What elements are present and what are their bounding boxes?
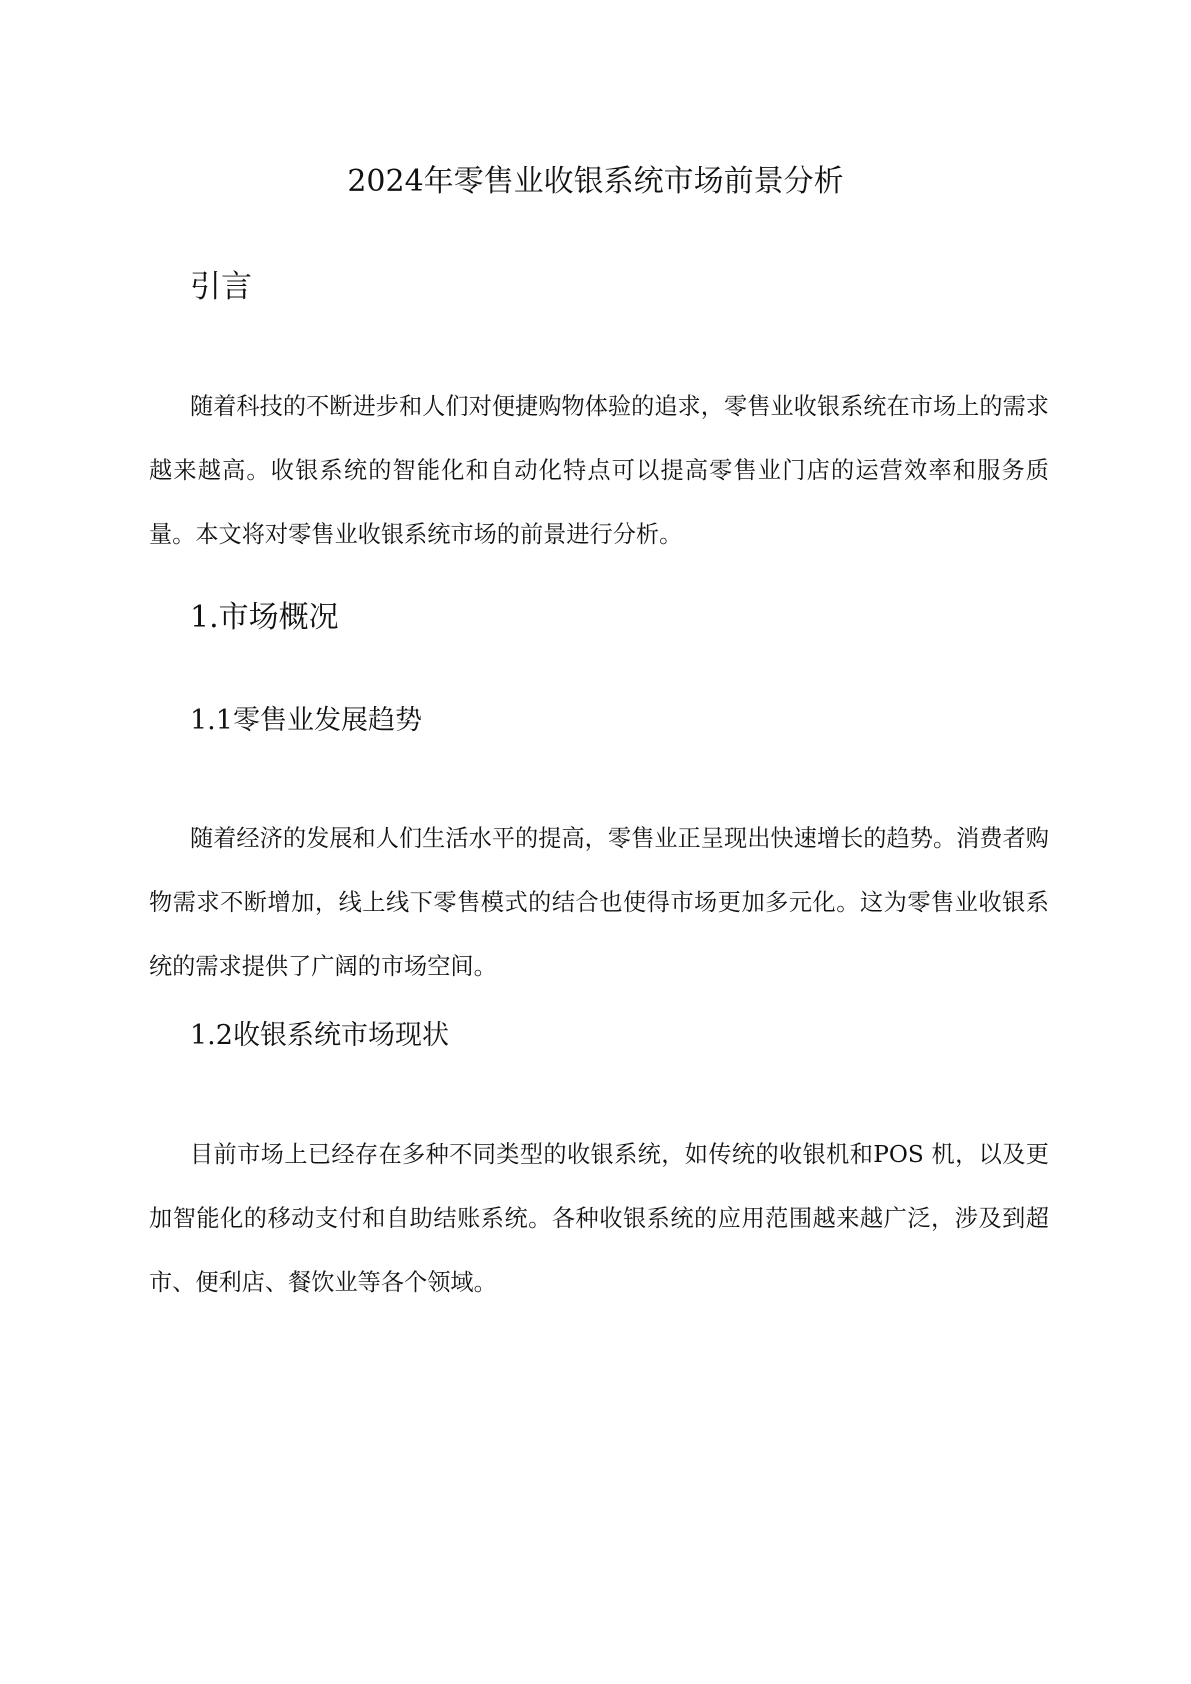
subsection-heading-pos-market-status: 1.2收银系统市场现状 xyxy=(190,1020,449,1051)
paragraph-introduction: 随着科技的不断进步和人们对便捷购物体验的追求，零售业收银系统在市场上的需求越来越高。收银系统的智能化和自动化特点可以提高零售业门店的运营效率和服务质量。本文将对零售业收银系统市场的前景进行分析。 xyxy=(149,393,1049,548)
subsection-heading-retail-trends: 1.1零售业发展趋势 xyxy=(190,705,422,736)
section-heading-introduction: 引言 xyxy=(190,269,252,305)
paragraph-pos-market-status: 目前市场上已经存在多种不同类型的收银系统，如传统的收银机和POS 机，以及更加智能化的移动支付和自助结账系统。各种收银系统的应用范围越来越广泛，涉及到超市、便利店、餐饮业等各个领域。 xyxy=(149,1141,1049,1296)
document-title: 2024年零售业收银系统市场前景分析 xyxy=(347,164,844,199)
paragraph-retail-trends: 随着经济的发展和人们生活水平的提高，零售业正呈现出快速增长的趋势。消费者购物需求不断增加，线上线下零售模式的结合也使得市场更加多元化。这为零售业收银系统的需求提供了广阔的市场空间。 xyxy=(149,825,1049,980)
section-heading-market-overview: 1.市场概况 xyxy=(190,600,339,635)
